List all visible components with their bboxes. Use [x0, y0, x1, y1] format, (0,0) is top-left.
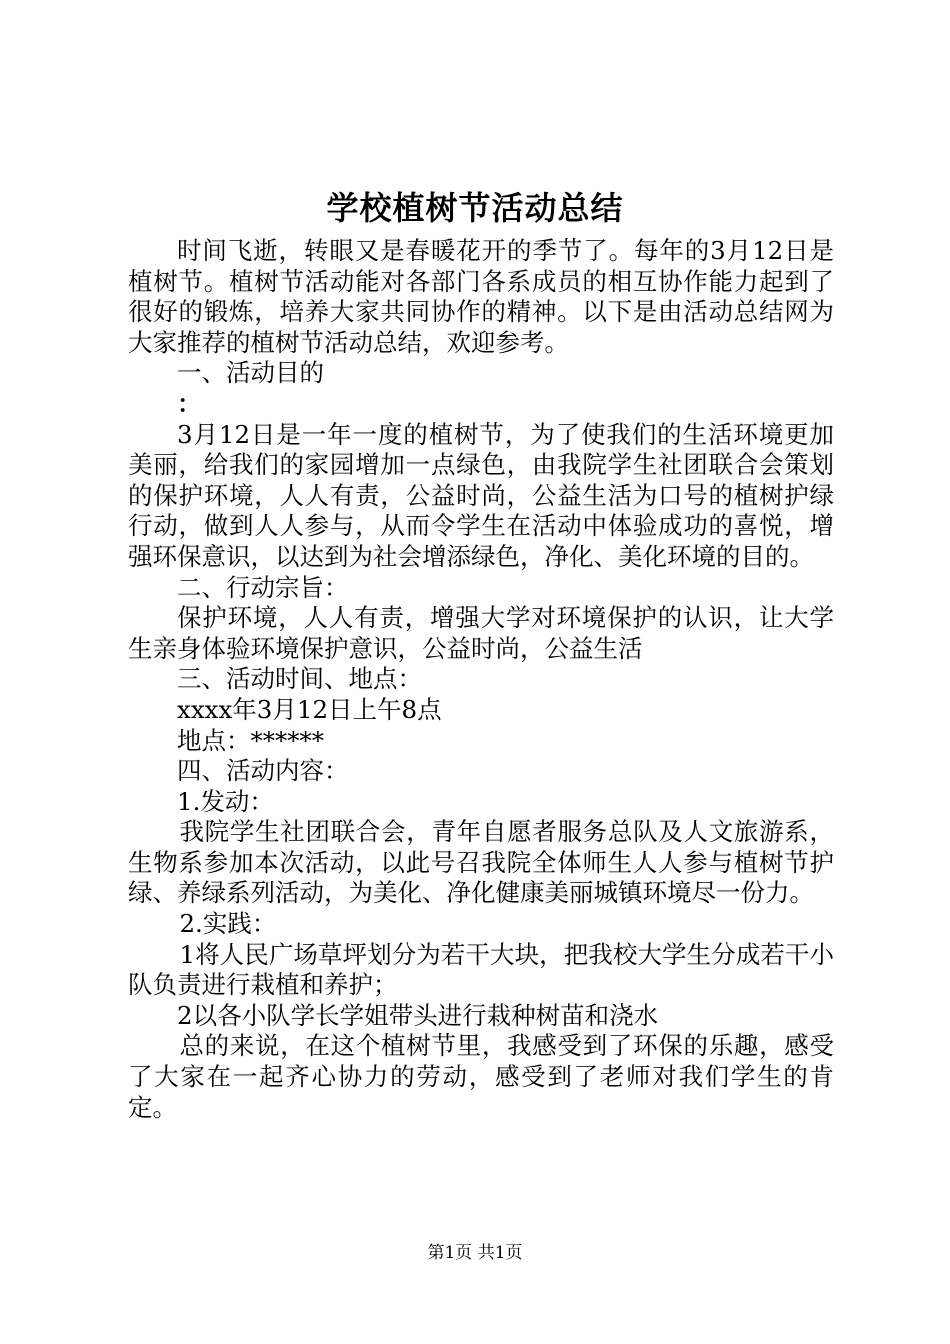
- section-heading-content: 四、活动内容：: [177, 756, 349, 786]
- subheading-practice: 2.实践：: [179, 909, 277, 939]
- subheading-mobilize: 1.发动：: [177, 786, 274, 816]
- intro-paragraph: 时间飞逝，转眼又是春暖花开的季节了。每年的3月12日是植树节。植树节活动能对各部门各系成员的相互协作能力起到了很好的锻炼，培养大家共同协作的精神。以下是由活动总结网为大家推荐的植树节活动总结，欢迎参考。: [128, 236, 834, 357]
- aim-paragraph: 保护环境，人人有责，增强大学对环境保护的认识，让大学生亲身体验环境保护意识，公益时尚，公益生活: [128, 603, 834, 663]
- page-footer: 第1页 共1页: [427, 1243, 523, 1263]
- document-body: [128, 236, 834, 1123]
- section-heading-time-place: 三、活动时间、地点：: [177, 664, 422, 694]
- section-heading-aim: 二、行动宗旨：: [177, 572, 349, 602]
- place-line: 地点：******: [177, 725, 324, 755]
- section-heading-purpose: 一、活动目的: [177, 358, 324, 388]
- purpose-paragraph: 3月12日是一年一度的植树节，为了使我们的生活环境更加美丽，给我们的家园增加一点绿色，由我院学生社团联合会策划的保护环境，人人有责，公益时尚，公益生活为口号的植树护绿行动，做到人人参与，从而令学生在活动中体验成功的喜悦，增强环保意识，以达到为社会增添绿色，净化、美化环境的目的。: [128, 419, 834, 571]
- practice-item-1: 1将人民广场草坪划分为若干大块，把我校大学生分成若干小队负责进行栽植和养护；: [128, 939, 834, 1000]
- summary-paragraph: 总的来说，在这个植树节里，我感受到了环保的乐趣，感受了大家在一起齐心协力的劳动，感受到了老师对我们学生的肯定。: [128, 1031, 834, 1122]
- mobilize-paragraph: 我院学生社团联合会，青年自愿者服务总队及人文旅游系，生物系参加本次活动，以此号召我院全体师生人人参与植树节护绿、养绿系列活动，为美化、净化健康美丽城镇环境尽一份力。: [128, 817, 834, 908]
- time-line: xxxx年3月12日上午8点: [177, 694, 442, 724]
- document-title: 学校植树节活动总结: [326, 189, 624, 227]
- colon-line: ：: [177, 388, 202, 418]
- practice-item-2: 2以各小队学长学姐带头进行栽种树苗和浇水: [177, 1000, 659, 1030]
